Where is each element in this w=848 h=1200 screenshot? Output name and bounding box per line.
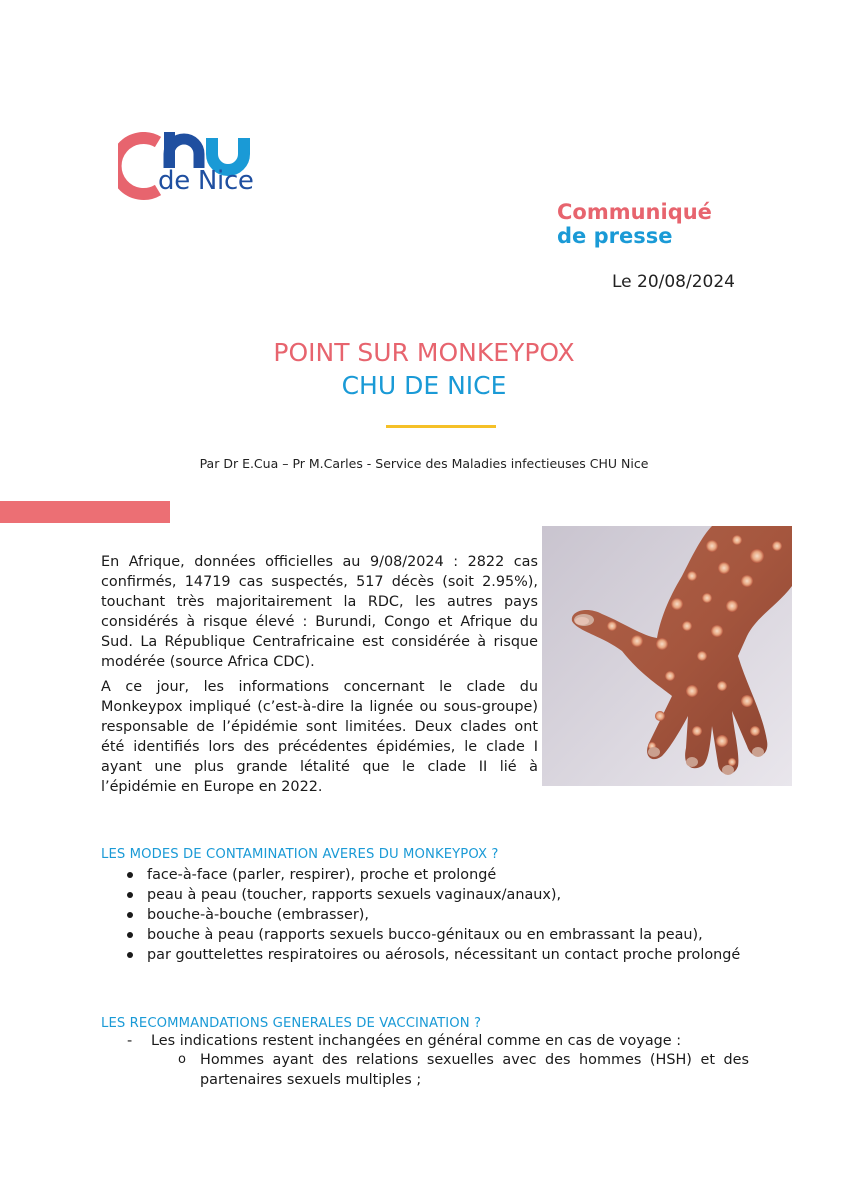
contamination-list: [101, 865, 749, 965]
section-heading-vaccination: LES RECOMMANDATIONS GENERALES DE VACCINATION ?: [101, 1016, 482, 1031]
list-item-text: bouche à peau (rapports sexuels bucco-génitaux ou en embrassant la peau),: [147, 927, 703, 943]
list-item: [101, 945, 749, 965]
press-label-line2: de presse: [557, 224, 673, 248]
list-item: [101, 885, 749, 905]
list-item-text: peau à peau (toucher, rapports sexuels vaginaux/anaux),: [147, 887, 562, 903]
bullet-icon: [127, 952, 133, 958]
circle-marker: o: [178, 1052, 186, 1067]
paragraph-africa-data: En Afrique, données officielles au 9/08/2024 : 2822 cas confirmés, 14719 cas suspectés, 517 décès (soit 2.95%), touchant très majoritairement la RDC, les autres pays considérés à risque élevé : Burundi, Congo et Afrique du Sud. La République Centrafricaine est considérée à risque modérée (source Africa CDC).: [101, 554, 538, 670]
list-item: [101, 905, 749, 925]
bullet-icon: [127, 932, 133, 938]
accent-bar: [0, 501, 170, 523]
list-item: [101, 925, 749, 945]
list-item-text: bouche-à-bouche (embrasser),: [147, 907, 369, 923]
logo-h-arch: [169, 139, 199, 168]
list-item-text: par gouttelettes respiratoires ou aérosols, nécessitant un contact proche prolongé: [147, 947, 741, 963]
press-date: Le 20/08/2024: [611, 272, 735, 292]
section-heading-contamination: LES MODES DE CONTAMINATION AVERES DU MONKEYPOX ?: [101, 847, 499, 862]
list-item-text: face-à-face (parler, respirer), proche et prolongé: [147, 867, 497, 883]
press-label-line1: Communiqué: [557, 200, 712, 224]
vaccination-sub-item-text: Hommes ayant des relations sexuelles avec des hommes (HSH) et des partenaires sexuels multiples ;: [200, 1052, 749, 1088]
bullet-icon: [127, 912, 133, 918]
dash-marker: -: [127, 1033, 133, 1049]
vaccination-list-item-text: Les indications restent inchangées en général comme en cas de voyage :: [151, 1033, 682, 1049]
page-subtitle: CHU DE NICE: [341, 371, 507, 400]
paragraph-clade-info: A ce jour, les informations concernant le clade du Monkeypox impliqué (c’est-à-dire la lignée ou sous-groupe) responsable de l’épidémie sont limitées. Deux clades ont été identifiés lors des précédentes épidémies, le clade I ayant une plus grande létalité que le clade II lié à l’épidémie en Europe en 2022.: [101, 679, 538, 795]
title-divider: [386, 425, 496, 428]
logo-c-shape: [118, 138, 158, 194]
logo-city-text: de Nice: [158, 166, 254, 196]
author-line: Par Dr E.Cua – Pr M.Carles - Service des Maladies infectieuses CHU Nice: [199, 456, 649, 471]
hand-lesions-photo: [542, 526, 792, 786]
bullet-icon: [127, 892, 133, 898]
list-item: [101, 865, 749, 885]
page-title: POINT SUR MONKEYPOX: [273, 338, 575, 367]
bullet-icon: [127, 872, 133, 878]
